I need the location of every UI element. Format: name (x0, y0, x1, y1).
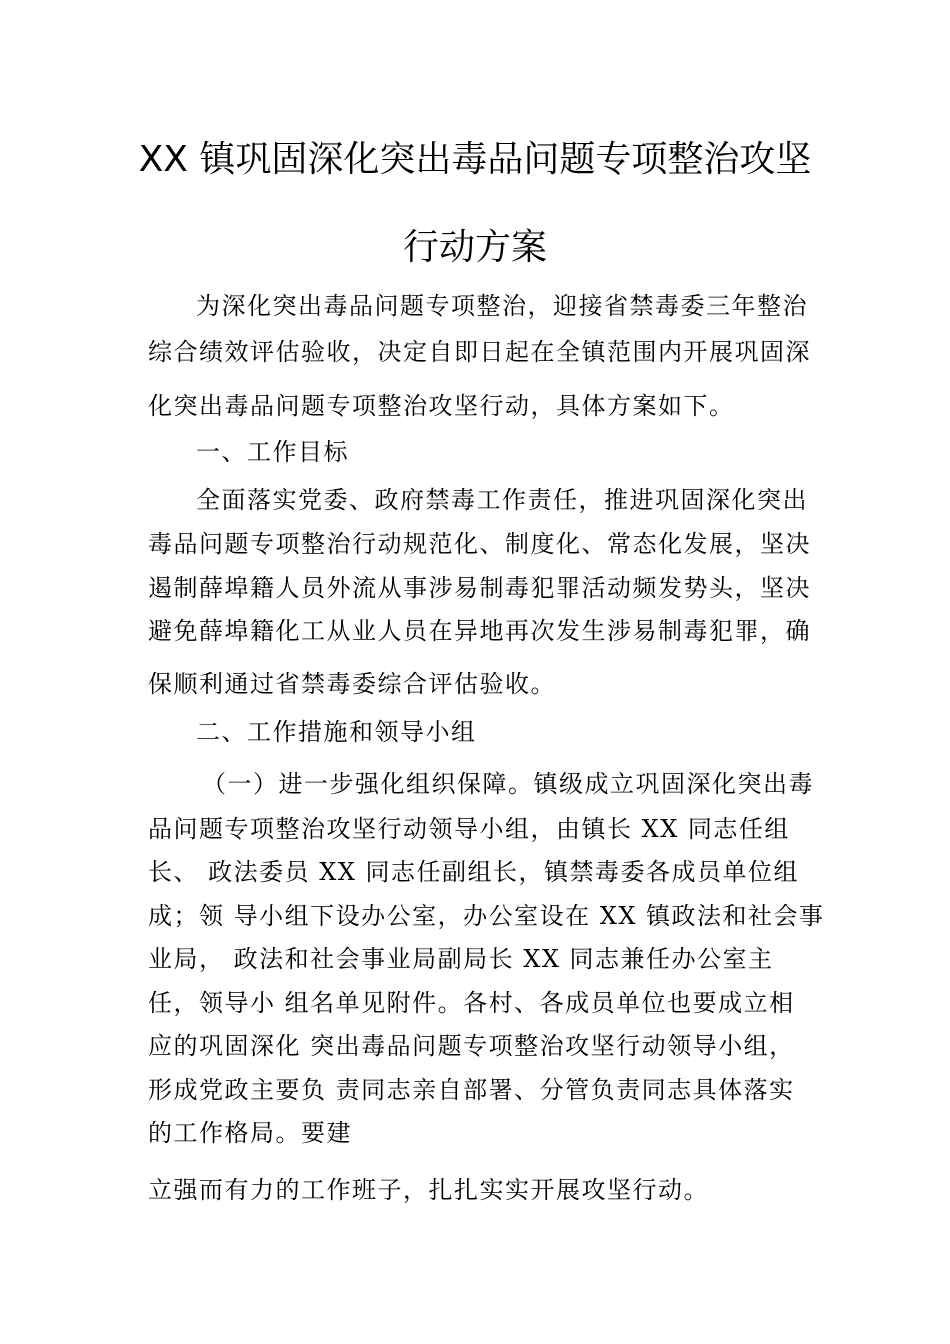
body-line: 综合绩效评估验收，决定自即日起在全镇范围内开展巩固深 (148, 338, 811, 366)
document-title-line-1: XX 镇巩固深化突出毒品问题专项整治攻坚 (138, 139, 812, 180)
body-line: 长、 政法委员 XX 同志任副组长，镇禁毒委各成员单位组 (148, 858, 800, 886)
body-line: （一）进一步强化组织保障。镇级成立巩固深化突出毒 (202, 770, 814, 798)
body-line: 形成党政主要负 责同志亲自部署、分管负责同志具体落实 (148, 1076, 795, 1104)
section-heading: 二、工作措施和领导小组 (196, 718, 477, 746)
body-line: 为深化突出毒品问题专项整治，迎接省禁毒委三年整治 (196, 292, 808, 320)
body-line: 应的巩固深化 突出毒品问题专项整治攻坚行动领导小组， (148, 1032, 795, 1060)
body-line: 任，领导小 组名单见附件。各村、各成员单位也要成立相 (148, 989, 795, 1017)
body-line: 品问题专项整治攻坚行动领导小组，由镇长 XX 同志任组 (148, 815, 790, 843)
body-line: 的工作格局。要建 (148, 1119, 352, 1147)
body-line: 立强而有力的工作班子，扎扎实实开展攻坚行动。 (148, 1176, 709, 1204)
body-line: 全面落实党委、政府禁毒工作责任，推进巩固深化突出 (196, 486, 808, 514)
body-line: 化突出毒品问题专项整治攻坚行动，具体方案如下。 (148, 392, 735, 420)
body-line: 避免薛埠籍化工从业人员在异地再次发生涉易制毒犯罪，确 (148, 617, 811, 645)
body-line: 成；领 导小组下设办公室，办公室设在 XX 镇政法和社会事 (148, 902, 825, 930)
section-heading: 一、工作目标 (196, 438, 349, 466)
body-line: 遏制薛埠籍人员外流从事涉易制毒犯罪活动频发势头，坚决 (148, 574, 811, 602)
body-line: 业局， 政法和社会事业局副局长 XX 同志兼任办公室主 (148, 945, 774, 973)
document-title-line-2: 行动方案 (402, 227, 547, 268)
body-line: 毒品问题专项整治行动规范化、制度化、常态化发展，坚决 (148, 530, 811, 558)
body-line: 保顺利通过省禁毒委综合评估验收。 (148, 670, 556, 698)
